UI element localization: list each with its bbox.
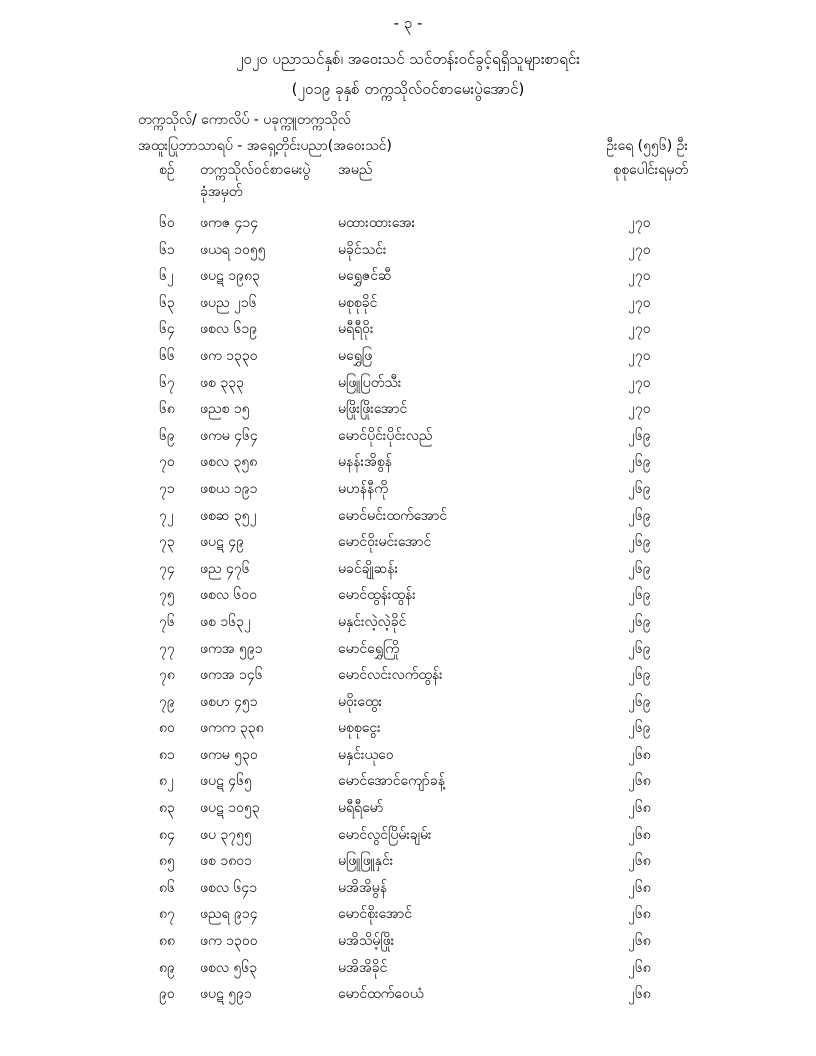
header-roll-line1: တက္ကသိုလ်ဝင်စာမေးပွဲ [200, 162, 311, 178]
total-marks: ၂၇၀ [628, 294, 651, 311]
table-row [0, 556, 816, 583]
row-number: ၈၀ [159, 720, 175, 737]
student-name: မဖြူပြတ်သီး [338, 374, 402, 391]
total-marks: ၂၆၉ [628, 613, 651, 630]
total-marks: ၂၆၉ [628, 534, 651, 551]
table-row [0, 476, 816, 503]
total-marks: ၂၆၉ [628, 720, 651, 737]
student-name: မနှင်းယုဝေ [338, 746, 394, 763]
roll-number: ဖစလ ၃၅၈ [200, 454, 258, 471]
total-marks: ၂၆၈ [628, 986, 651, 1003]
table-row [0, 795, 816, 822]
total-marks: ၂၆၈ [628, 800, 651, 817]
roll-number: ဖကမ ၄၆၄ [200, 427, 258, 444]
header-name: အမည် [338, 162, 373, 178]
roll-number: ဖစလ ၆၁၉ [200, 321, 258, 338]
total-marks: ၂၆၈ [628, 933, 651, 950]
total-marks: ၂၆၉ [628, 640, 651, 657]
total-marks: ၂၆၈ [628, 773, 651, 790]
total-marks: ၂၇၀ [628, 321, 651, 338]
roll-number: ဖပဋ ၁၉၈၃ [200, 268, 260, 285]
row-number: ၈၁ [159, 746, 175, 763]
student-name: မရီရီဝိုး [338, 321, 374, 338]
table-row [0, 529, 816, 556]
table-row [0, 689, 816, 716]
row-number: ၆၀ [159, 215, 175, 231]
results-table [0, 210, 816, 1008]
student-name: မောင်စိုးအောင် [338, 906, 412, 923]
roll-number: ဖက ၁၃၀၀ [200, 933, 258, 950]
row-number: ၇၀ [159, 454, 175, 471]
row-number: ၆၄ [159, 321, 175, 338]
student-name: မရီရီမော် [338, 800, 384, 817]
row-number: ၇၃ [159, 534, 175, 551]
table-row [0, 848, 816, 875]
student-name: မဖြူဖြူနှင်း [338, 853, 394, 870]
roll-number: ဖပဋ ၄၉ [200, 534, 244, 551]
student-name: မောင်လင်းလက်ထွန်း [338, 667, 443, 684]
student-name: မအိအိမွန် [338, 879, 387, 896]
roll-number: ဖပဋ ၄၆၅ [200, 773, 252, 790]
row-number: ၈၅ [159, 853, 175, 870]
roll-number: ဖစ ၁၈၀၁ [200, 853, 252, 870]
table-row [0, 955, 816, 982]
table-row [0, 822, 816, 849]
table-row [0, 928, 816, 955]
student-name: မခင်ချိုဆန်း [338, 560, 399, 577]
table-row [0, 210, 816, 237]
table-row [0, 768, 816, 795]
row-number: ၇၁ [159, 480, 175, 497]
university-line: တက္ကသိုလ်/ ကောလိပ် - ပခုက္ကူတက္ကသိုလ် [138, 112, 351, 128]
roll-number: ဖပည ၂၁၆ [200, 294, 257, 311]
roll-number: ဖစ ၁၆၃၂ [200, 613, 251, 630]
table-row [0, 263, 816, 290]
roll-number: ဖကအ ၁၄၆ [200, 667, 263, 684]
table-row [0, 609, 816, 636]
row-number: ၈၄ [159, 826, 175, 843]
student-name: မအိသိမ့်ဖြိုး [338, 933, 395, 950]
student-name: မစုစုခိုင် [338, 294, 378, 311]
table-row [0, 343, 816, 370]
roll-number: ဖကက ၃၃၈ [200, 720, 264, 737]
row-number: ၆၃ [159, 294, 175, 311]
row-number: ၈၃ [159, 800, 175, 817]
student-name: မဟန်နီကို [338, 480, 388, 497]
total-marks: ၂၆၉ [628, 480, 651, 497]
student-name: မောင်ထွန်းထွန်း [338, 587, 416, 604]
table-row [0, 396, 816, 423]
student-name: မောင်ရွှေကြို [338, 640, 400, 657]
row-number: ၇၅ [159, 587, 175, 604]
roll-number: ဖစလ ၆၄၁ [200, 879, 258, 896]
student-name: မောင်အောင်ကျော်ခန့် [338, 773, 445, 790]
table-row [0, 370, 816, 397]
total-marks: ၂၇၀ [628, 215, 651, 231]
student-name: မထားထားအေး [338, 215, 416, 231]
roll-number: ဖစ ၃၃၃ [200, 374, 244, 391]
document-subtitle: (၂၀၁၉ ခုနှစ် တက္ကသိုလ်ဝင်စာမေးပွဲအောင်) [291, 80, 525, 98]
row-number: ၈၂ [159, 773, 174, 790]
table-row [0, 237, 816, 264]
row-number: ၉၀ [159, 986, 175, 1003]
student-name: မနန်းအိစွန် [338, 454, 393, 471]
roll-number: ဖပဋ ၁၀၅၃ [200, 800, 260, 817]
table-row [0, 290, 816, 317]
roll-number: ဖယရ ၁၀၅၅ [200, 241, 266, 258]
total-marks: ၂၆၈ [628, 826, 651, 843]
table-row [0, 503, 816, 530]
table-row [0, 449, 816, 476]
total-marks: ၂၆၉ [628, 507, 651, 524]
row-number: ၈၆ [159, 879, 175, 896]
document-title: ၂၀၂၀ ပညာသင်နှစ်၊ အဝေးသင် သင်တန်းဝင်ခွင့်ရရှိသူများစာရင်း [236, 50, 580, 68]
row-number: ၆၁ [159, 241, 175, 258]
header-marks: စုစုပေါင်းရမှတ် [613, 162, 688, 178]
capacity-count: ဦးရေ (၅၅၆) ဦး [606, 138, 688, 154]
student-name: မဖြိုးဖြိုးအောင် [338, 401, 408, 418]
table-row [0, 316, 816, 343]
student-name: မဝိုးထွေး [338, 693, 383, 710]
roll-number: ဖစဆ ၃၅၂ [200, 507, 257, 524]
row-number: ၇၂ [159, 507, 174, 524]
student-name: မခိုင်သင်း [338, 241, 387, 258]
total-marks: ၂၆၈ [628, 879, 651, 896]
total-marks: ၂၆၉ [628, 667, 651, 684]
table-row [0, 662, 816, 689]
student-name: မောင်ထက်ဝေယံ [338, 986, 424, 1003]
total-marks: ၂၆၉ [628, 454, 651, 471]
page-number: - ၃ - [393, 14, 423, 32]
header-no: စဉ် [159, 162, 175, 178]
total-marks: ၂၆၉ [628, 560, 651, 577]
table-row [0, 423, 816, 450]
roll-number: ဖညရ ၉၁၄ [200, 906, 258, 923]
roll-number: ဖညစ ၁၅ [200, 401, 250, 418]
table-row [0, 636, 816, 663]
total-marks: ၂၆၈ [628, 906, 651, 923]
student-name: မောင်ပိုင်းပိုင်းလည် [338, 427, 433, 444]
roll-number: ဖပဋ ၅၉၁ [200, 986, 252, 1003]
header-roll-line2: ခုံအမှတ် [200, 184, 243, 200]
table-row [0, 742, 816, 769]
student-name: မအိအိခိုင် [338, 959, 388, 976]
student-name: မောင်ဝိုးမင်းအောင် [338, 534, 432, 551]
row-number: ၇၆ [159, 613, 175, 630]
roll-number: ဖကမ ၅၃၀ [200, 746, 258, 763]
roll-number: ဖကဇ ၄၁၄ [200, 215, 259, 231]
total-marks: ၂၆၈ [628, 746, 651, 763]
total-marks: ၂၆၉ [628, 693, 651, 710]
roll-number: ဖစလ ၅၆၃ [200, 959, 258, 976]
row-number: ၈၉ [159, 959, 175, 976]
roll-number: ဖစယ ၁၉၁ [200, 480, 258, 497]
roll-number: ဖစလ ၆၀၀ [200, 587, 258, 604]
row-number: ၇၉ [159, 693, 175, 710]
total-marks: ၂၇၀ [628, 268, 651, 285]
student-name: မရွှေဇင်ဆီ [338, 268, 392, 285]
total-marks: ၂၆၈ [628, 853, 651, 870]
row-number: ၆၉ [159, 427, 175, 444]
student-name: မနှင်းလဲ့လဲ့ခိုင် [338, 613, 407, 630]
table-row [0, 981, 816, 1008]
row-number: ၆၂ [159, 268, 174, 285]
row-number: ၆၇ [159, 374, 175, 391]
total-marks: ၂၇၀ [628, 374, 651, 391]
table-row [0, 715, 816, 742]
roll-number: ဖစဟ ၄၅၁ [200, 693, 258, 710]
roll-number: ဖည ၄၇၆ [200, 560, 250, 577]
roll-number: ဖပ ၃၇၅၅ [200, 826, 252, 843]
table-row [0, 582, 816, 609]
total-marks: ၂၇၀ [628, 401, 651, 418]
total-marks: ၂၇၀ [628, 241, 651, 258]
row-number: ၆၆ [159, 347, 175, 364]
row-number: ၇၄ [159, 560, 175, 577]
total-marks: ၂၇၀ [628, 347, 651, 364]
total-marks: ၂၆၉ [628, 587, 651, 604]
row-number: ၇၇ [159, 640, 175, 657]
student-name: မရွှေဖြ [338, 347, 373, 364]
total-marks: ၂၆၈ [628, 959, 651, 976]
roll-number: ဖက ၁၃၃၀ [200, 347, 258, 364]
student-name: မောင်မင်းထက်အောင် [338, 507, 448, 524]
row-number: ၆၈ [159, 401, 175, 418]
row-number: ၈၇ [159, 906, 175, 923]
roll-number: ဖကအ ၅၉၁ [200, 640, 263, 657]
student-name: မစုစုငွေး [338, 720, 381, 737]
table-row [0, 875, 816, 902]
total-marks: ၂၆၉ [628, 427, 651, 444]
student-name: မောင်လွင်ပြိမ်းချမ်း [338, 826, 432, 843]
row-number: ၈၈ [159, 933, 175, 950]
table-row [0, 901, 816, 928]
department-line: အထူးပြုဘာသာရပ် - အရှေ့တိုင်းပညာ(အဝေးသင်) [138, 138, 392, 154]
row-number: ၇၈ [159, 667, 175, 684]
